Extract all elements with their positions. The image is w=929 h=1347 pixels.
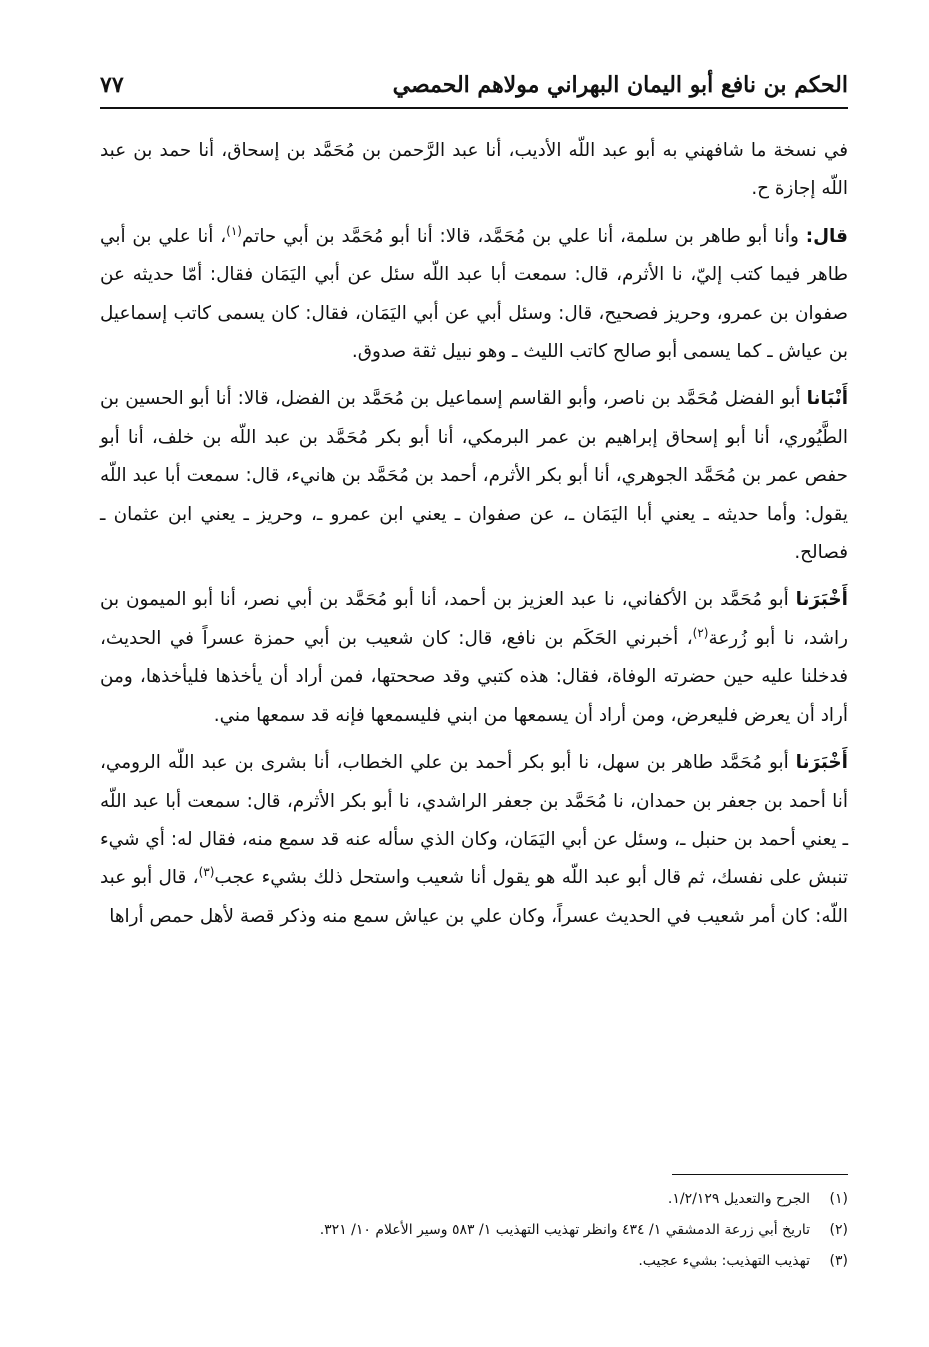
- footnote-reference[interactable]: (٢): [692, 625, 709, 640]
- paragraph-text: في نسخة ما شافهني به أبو عبد اللّه الأديب، أنا عبد الرَّحمن بن مُحَمَّد بن إسحاق، أنا حمد بن عبد اللّه إجازة ح.: [100, 140, 848, 200]
- paragraph-text: أبو مُحَمَّد بن الأكفاني، نا عبد العزيز بن أحمد، أنا أبو مُحَمَّد بن أبي نصر، أنا أبو الميمون بن راشد، نا أبو زُرعة: [100, 589, 848, 649]
- paragraph-lead: قال:: [805, 225, 848, 247]
- paragraph-2: [100, 218, 848, 372]
- footnotes: [100, 1184, 848, 1277]
- paragraph-text-continued: ، قال أبو عبد اللّه: كان أمر شعيب في الحديث عسراً، وكان علي بن عياش سمع منه وذكر قصة لأهل حمص أراها: [100, 867, 848, 927]
- paragraph-1: [100, 132, 848, 209]
- footnote-item: [100, 1215, 848, 1246]
- paragraph-lead: أَخْبَرَنا: [795, 752, 848, 774]
- footnote-text: تهذيب التهذيب: بشيء عجيب.: [638, 1253, 810, 1269]
- paragraph-text: أبو الفضل مُحَمَّد بن ناصر، وأبو القاسم إسماعيل بن مُحَمَّد بن الفضل، قالا: أنا أبو الحسين بن الطَّيُوري، أنا أبو إسحاق إبراهيم بن عمر البرمكي، أنا أبو بكر مُحَمَّد بن عبد اللّه بن خلف، أنا أبو حفص عمر بن مُحَمَّد الجوهري، أنا أبو بكر الأثرم، أحمد بن مُحَمَّد بن هانيء، قال: سمعت أبا عبد اللّه يقول: وأما حديثه ـ يعني أبا اليَمَان ـ، عن صفوان ـ يعني ابن عمرو ـ، وحريز ـ يعني ابن عثمان ـ فصالح.: [100, 388, 848, 564]
- footnote-text: الجرح والتعديل ١/٢/١٢٩.: [667, 1191, 810, 1207]
- footnote-number: (٢): [829, 1222, 848, 1238]
- footnote-divider: [672, 1174, 848, 1175]
- footnote-number: (٣): [829, 1253, 848, 1269]
- paragraph-lead: أَنْبَانا: [806, 388, 848, 410]
- page-number: ٧٧: [100, 72, 124, 98]
- footnote-item: [100, 1184, 848, 1215]
- paragraph-4: [100, 581, 848, 735]
- paragraph-3: [100, 380, 848, 572]
- running-title: الحكم بن نافع أبو اليمان البهراني مولاهم الحمصي: [392, 72, 848, 98]
- paragraph-text-continued: ، أنا علي بن أبي طاهر فيما كتب إليّ، نا الأثرم، قال: سمعت أبا عبد اللّه سئل عن أبي اليَمَان فقال: أمّا حديثه عن صفوان بن عمرو، وحريز فصحيح، قال: وسئل أبي عن أبي اليَمَان، فقال: كان يسمى كاتب إسماعيل بن عياش ـ كما يسمى أبو صالح كاتب الليث ـ وهو نبيل ثقة صدوق.: [100, 225, 848, 363]
- paragraph-text-continued: ، أخبرني الحَكَم بن نافع، قال: كان شعيب بن أبي حمزة عسراً في الحديث، فدخلنا عليه حين حضرته الوفاة، فقال: هذه كتبي وقد صححتها، فمن أراد أن يأخذها فليأخذها، ومن أراد أن يعرض فليعرض، ومن أراد أن يسمعها من ابني فليسمعها فإنه قد سمعها مني.: [100, 627, 848, 726]
- footnote-text: تاريخ أبي زرعة الدمشقي ١/ ٤٣٤ وانظر تهذيب التهذيب ١/ ٥٨٣ وسير الأعلام ١٠/ ٣٢١.: [319, 1222, 810, 1238]
- footnote-reference[interactable]: (١): [226, 223, 242, 238]
- header-divider: [100, 107, 848, 109]
- paragraph-text: وأنا أبو طاهر بن سلمة، أنا علي بن مُحَمَّد، قالا: أنا أبو مُحَمَّد بن أبي حاتم: [241, 225, 799, 247]
- paragraph-lead: أَخْبَرَنا: [795, 589, 848, 611]
- footnote-number: (١): [829, 1191, 848, 1207]
- main-text: [100, 132, 848, 936]
- footnote-reference[interactable]: (٣): [198, 865, 215, 880]
- paragraph-5: [100, 744, 848, 936]
- paragraph-text: أبو مُحَمَّد طاهر بن سهل، نا أبو بكر أحمد بن علي الخطاب، أنا بشرى بن عبد اللّه الرومي، أنا أحمد بن جعفر بن حمدان، نا مُحَمَّد بن جعفر الراشدي، نا أبو بكر الأثرم، قال: سمعت أبا عبد اللّه ـ يعني أحمد بن حنبل ـ، وسئل عن أبي اليَمَان، وكان الذي سأله عنه قد سمع منه، فقال له: أي شيء تنبش على نفسك، ثم قال أبو عبد اللّه هو يقول أنا شعيب واستحل ذلك بشيء عجب: [100, 752, 848, 889]
- footnote-item: [100, 1246, 848, 1277]
- running-header: [100, 70, 848, 106]
